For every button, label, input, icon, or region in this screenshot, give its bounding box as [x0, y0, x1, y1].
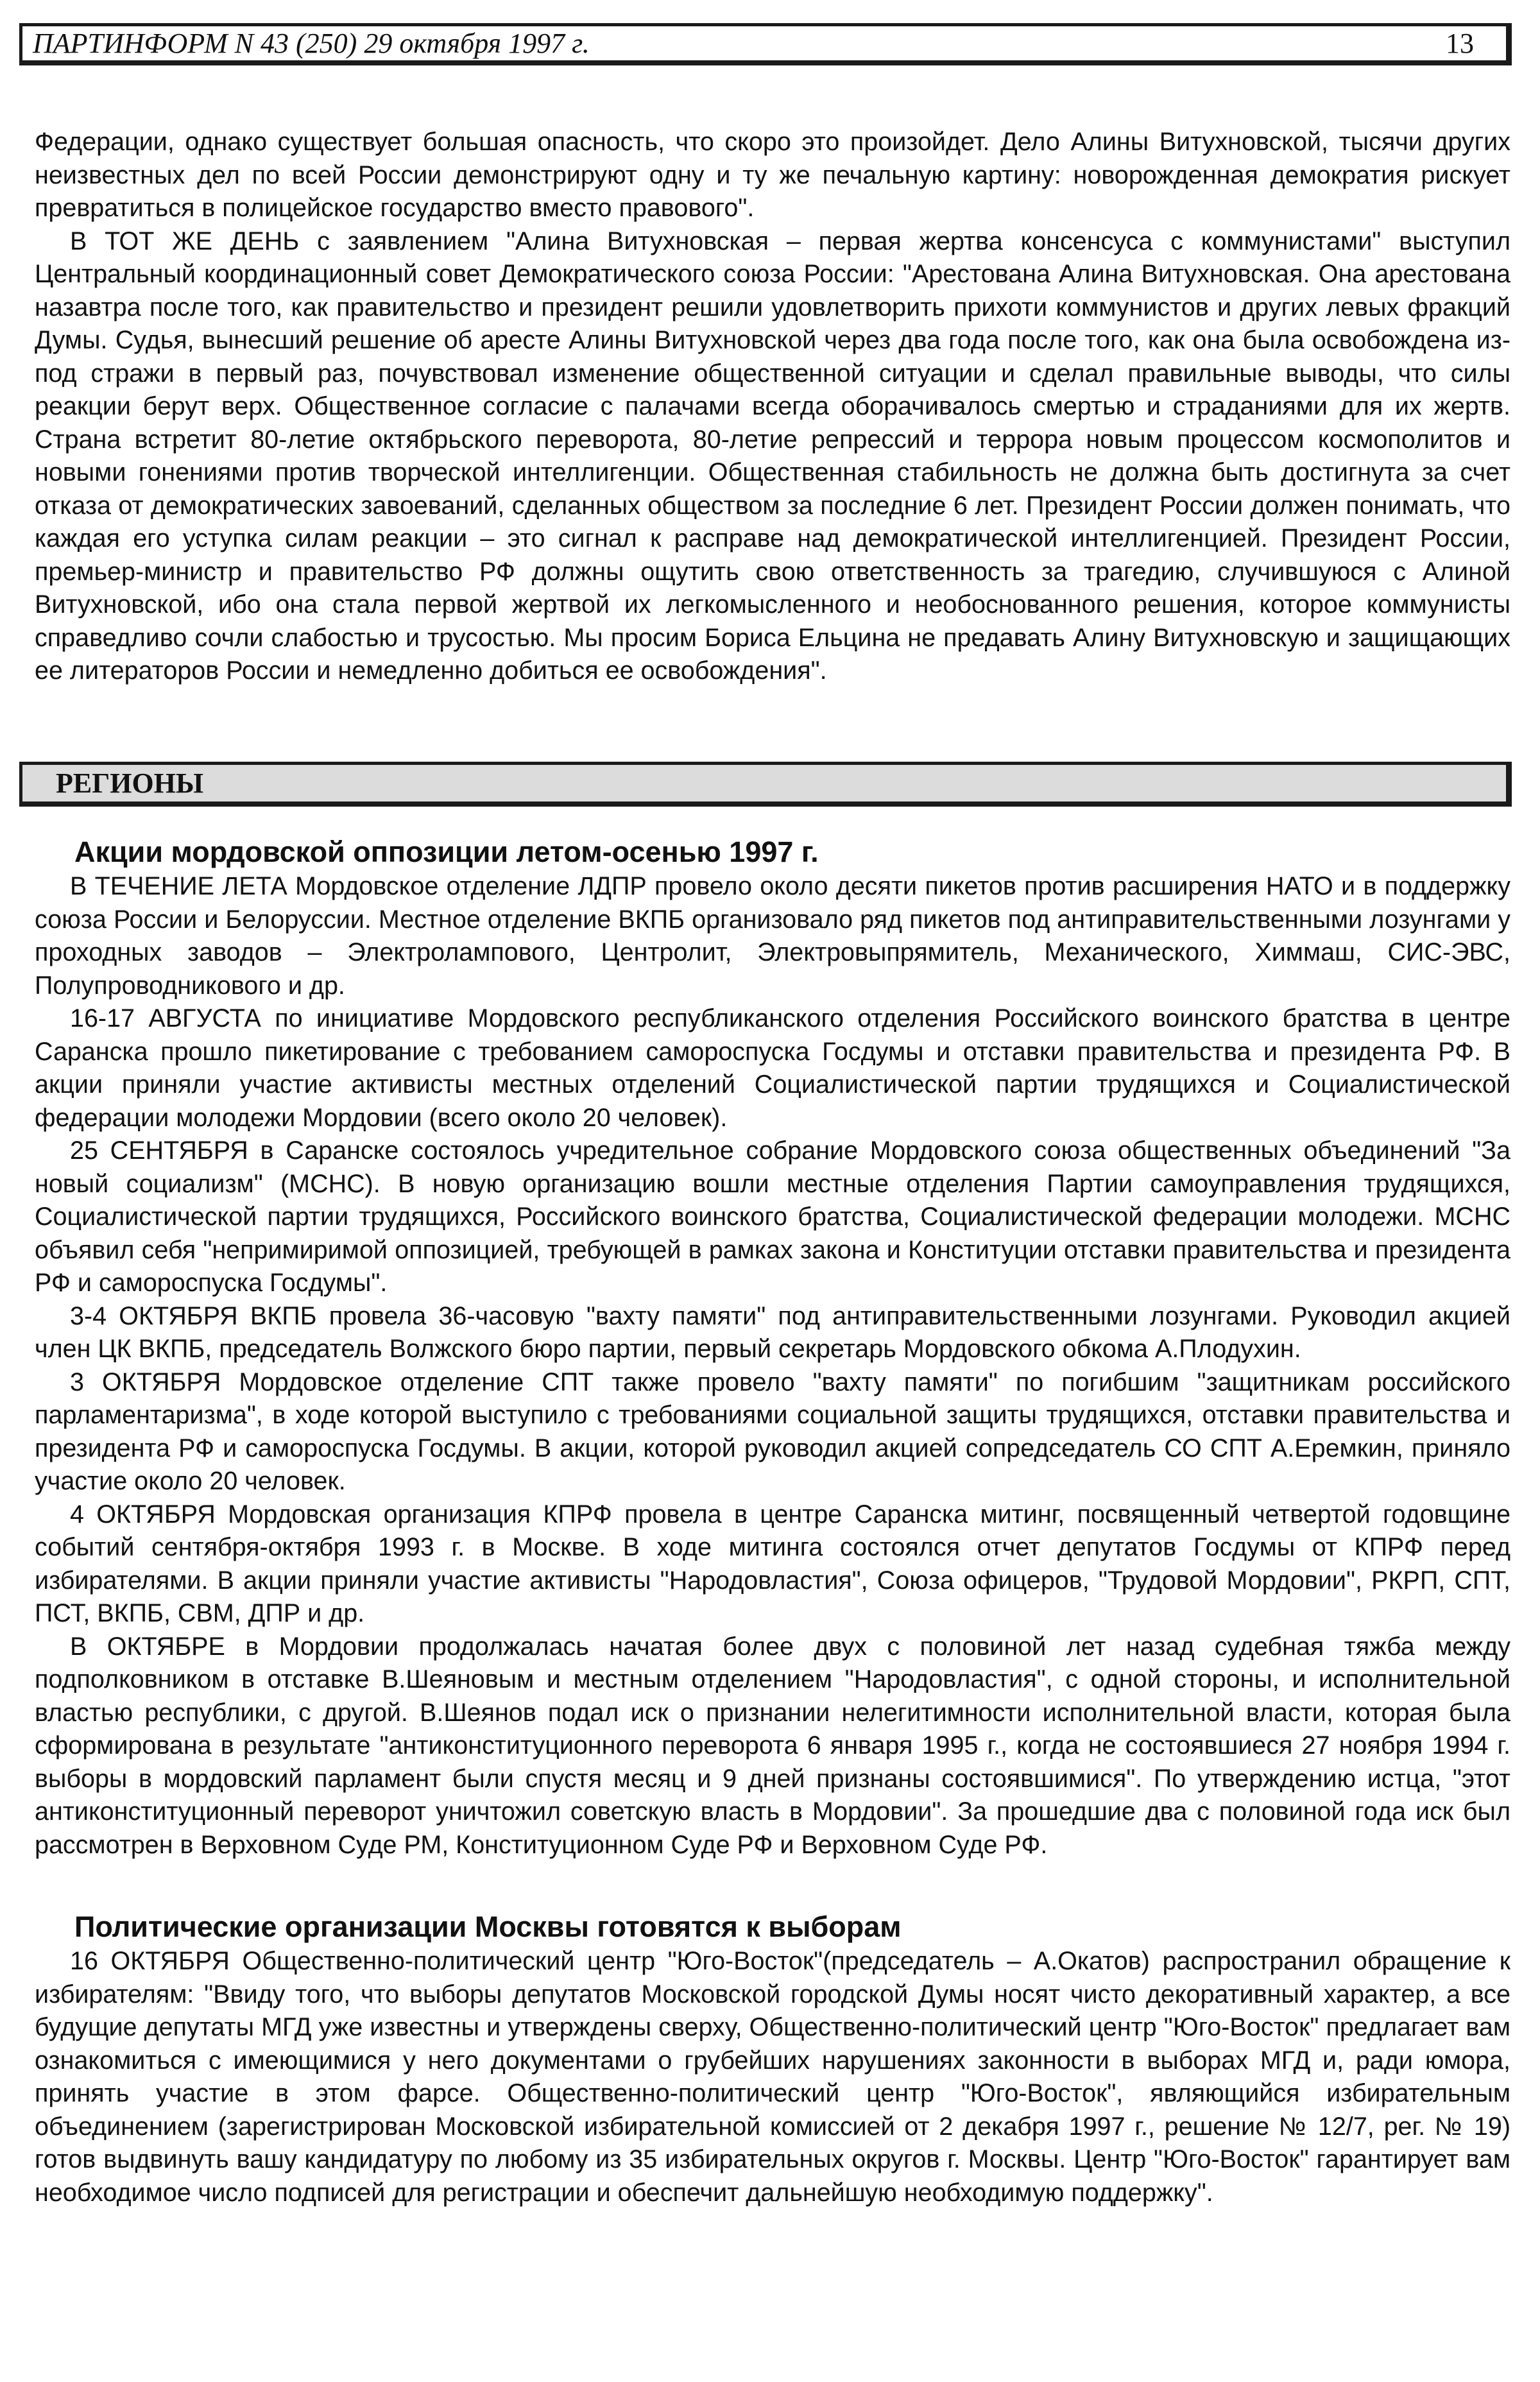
- article-headline: Акции мордовской оппозиции летом-осенью 1997 г.: [74, 835, 819, 868]
- article-paragraph: 25 СЕНТЯБРЯ в Саранске состоялось учредительное собрание Мордовского союза общественных объединений "За новый социализм" (МСНС). В новую организацию вошли местные отделения Партии самоуправления трудящихся, Социалистической партии трудящихся, Российского воинского братства, Социалистической федерации молодежи. МСНС объявил себя "непримиримой оппозицией, требующей в рамках закона и Конституции отставки правительства и президента РФ и самороспуска Госдумы".: [35, 1136, 1510, 1297]
- section-heading: [19, 762, 1512, 807]
- article-paragraph: В ТЕЧЕНИЕ ЛЕТА Мордовское отделение ЛДПР провело около десяти пикетов против расширения НАТО и в поддержку союза России и Белоруссии. Местное отделение ВКПБ организовало ряд пикетов под антиправительственными лозунгами у проходных заводов – Электролампового, Центролит, Электровыпрямитель, Механического, Химмаш, СИС-ЭВС, Полупроводникового и др.: [35, 872, 1510, 1000]
- article-paragraph: 4 ОКТЯБРЯ Мордовская организация КПРФ провела в центре Саранска митинг, посвященный четвертой годовщине событий сентября-октября 1993 г. в Москве. В ходе митинга состоялся отчет депутатов Госдумы от КПРФ перед избирателями. В акции приняли участие активисты "Народовластия", Союза офицеров, "Трудовой Мордовии", РКРП, СПТ, ПСТ, ВКПБ, СВМ, ДПР и др.: [35, 1500, 1510, 1627]
- page-number: 13: [1446, 28, 1474, 59]
- article-headline: Политические организации Москвы готовятся к выборам: [74, 1910, 902, 1943]
- article-paragraph: 16-17 АВГУСТА по инициативе Мордовского республиканского отделения Российского воинского братства в центре Саранска прошло пикетирование с требованием самороспуска Госдумы и отставки правительства и президента РФ. В акции приняли участие активисты местных отделений Социалистической партии трудящихся и Социалистической федерации молодежи Мордовии (всего около 20 человек).: [35, 1004, 1510, 1132]
- article-paragraph: Федерации, однако существует большая опасность, что скоро это произойдет. Дело Алины Витухновской, тысячи других неизвестных дел по всей России демонстрируют одну и ту же печальную картину: новорожденная демократия рискует превратиться в полицейское государство вместо правового".: [35, 128, 1510, 222]
- article-mordovia: [35, 834, 1510, 1862]
- article-paragraph: 3-4 ОКТЯБРЯ ВКПБ провела 36-часовую "вахту памяти" под антиправительственными лозунгами. Руководил акцией член ЦК ВКПБ, председатель Волжского бюро партии, первый секретарь Мордовского обкома А.Плодухин.: [35, 1301, 1510, 1363]
- section-title: РЕГИОНЫ: [56, 767, 204, 799]
- article-moscow: [35, 1909, 1510, 2209]
- article-paragraph: 16 ОКТЯБРЯ Общественно-политический центр "Юго-Восток"(председатель – А.Окатов) распространил обращение к избирателям: "Ввиду того, что выборы депутатов Московской городской Думы носят чисто декоративный характер, а все будущие депутаты МГД уже известны и утверждены сверху, Общественно-политический центр "Юго-Восток" предлагает вам ознакомиться с имеющимися у него документами о грубейших нарушениях законности в выборах МГД и, ради юмора, принять участие в этом фарсе. Общественно-политический центр "Юго-Восток", являющийся избирательным объединением (зарегистрирован Московской избирательной комиссией от 2 декабря 1997 г., решение № 12/7, рег. № 19) готов выдвинуть вашу кандидатуру по любому из 35 избирательных округов г. Москвы. Центр "Юго-Восток" гарантирует вам необходимое число подписей для регистрации и обеспечит дальнейшую необходимую поддержку".: [35, 1947, 1510, 2207]
- continued-article: [35, 126, 1510, 688]
- article-paragraph: В ТОТ ЖЕ ДЕНЬ с заявлением "Алина Витухновская – первая жертва консенсуса с коммунистами" выступил Центральный координационный совет Демократического союза России: "Арестована Алина Витухновская. Она арестована назавтра после того, как правительство и президент решили удовлетворить прихоти коммунистов и других левых фракций Думы. Судья, вынесший решение об аресте Алины Витухновской через два года после того, как она была освобождена из-под стражи в первый раз, почувствовал изменение общественной ситуации и сделал правильные выводы, что силы реакции берут верх. Общественное согласие с палачами всегда оборачивалось смертью и страданиями для их жертв. Страна встретит 80-летие октябрьского переворота, 80-летие репрессий и террора новым процессом космополитов и новыми гонениями против творческой интеллигенции. Общественная стабильность не должна быть достигнута за счет отказа от демократических завоеваний, сделанных обществом за последние 6 лет. Президент России должен понимать, что каждая его уступка силам реакции – это сигнал к расправе над демократической интеллигенцией. Президент России, премьер-министр и правительство РФ должны ощутить свою ответственность за трагедию, случившуюся с Алиной Витухновской, ибо она стала первой жертвой их легкомысленного и необоснованного решения, которое коммунисты справедливо сочли слабостью и трусостью. Мы просим Бориса Ельцина не предавать Алину Витухновскую и защищающих ее литераторов России и немедленно добиться ее освобождения".: [35, 227, 1510, 685]
- article-paragraph: В ОКТЯБРЕ в Мордовии продолжалась начатая более двух с половиной лет назад судебная тяжба между подполковником в отставке В.Шеяновым и местным отделением "Народовластия", с одной стороны, и исполнительной властью республики, с другой. В.Шеянов подал иск о признании нелегитимности исполнительной власти, которая была сформирована в результате "антиконституционного переворота 6 января 1995 г., когда не состоявшиеся 27 ноября 1994 г. выборы в мордовский парламент были спустя месяц и 9 дней признаны состоявшимися". По утверждению истца, "этот антиконституционный переворот уничтожил советскую власть в Мордовии". За прошедшие два с половиной года иск был рассмотрен в Верховном Суде РМ, Конституционном Суде РФ и Верховном Суде РФ.: [35, 1632, 1510, 1859]
- publication-title: ПАРТИНФОРМ N 43 (250) 29 октября 1997 г.: [33, 28, 590, 59]
- running-header: [19, 23, 1512, 65]
- article-paragraph: 3 ОКТЯБРЯ Мордовское отделение СПТ также провело "вахту памяти" по погибшим "защитникам российского парламентаризма", в ходе которой выступило с требованиями социальной защиты трудящихся, отставки правительства и президента РФ и самороспуска Госдумы. В акции, которой руководил акцией сопредседатель СО СПТ А.Еремкин, приняло участие около 20 человек.: [35, 1367, 1510, 1495]
